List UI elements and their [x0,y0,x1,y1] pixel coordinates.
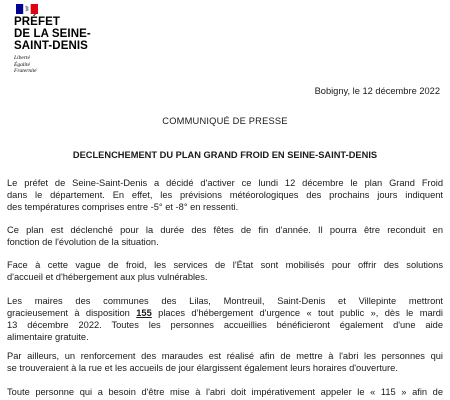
devise-fraternite: Fraternité [14,68,37,74]
text-line: fonction de l'évolution de la situation. [7,237,159,247]
paragraph-5 [7,350,443,374]
text-segment: places d'hébergement d'urgence « tout public », dès le mardi [151,308,443,318]
text-line: Toute personne qui a besoin d'être mise à l'abri doit impérativement appeler le « 115 » afin de [7,387,443,397]
text-line: 13 décembre 2022. Toutes les personnes accueillies bénéficieront également d'une aide [7,320,443,330]
places-count: 155 [136,308,152,318]
prefet-line: DE LA SEINE- [14,28,91,40]
paragraph-6 [7,386,443,398]
paragraph-3 [7,259,443,283]
french-flag-icon [16,4,38,14]
text-line: alimentaire gratuite. [7,332,89,342]
text-line: dans le département. En effet, les prévisions météorologiques des prochains jours indiquent [7,190,443,200]
text-line: Les maires des communes des Lilas, Montreuil, Saint-Denis et Villepinte mettront [7,296,443,306]
text-line: Face à cette vague de froid, les services de l'État sont mobilisés pour offrir des solutions [7,260,443,270]
text-line: se trouveraient à la rue et les accueils de jour élargissent également leurs horaires d'ouverture. [7,363,398,373]
text-line: des températures comprises entre -5° et -8° en ressenti. [7,202,239,212]
paragraph-4 [7,295,443,343]
prefet-line: PRÉFET [14,16,60,28]
text-line: Ce plan est déclenché pour la durée des fêtes de fin d'année. Il pourra être reconduit en [7,225,443,235]
document-title: DECLENCHEMENT DU PLAN GRAND FROID EN SEINE-SAINT-DENIS [72,150,378,160]
document-type: COMMUNIQUÉ DE PRESSE [162,116,288,126]
document-date: Bobigny, le 12 décembre 2022 [314,86,440,96]
paragraph-1 [7,177,443,213]
prefecture-logo [14,4,134,75]
devise-liberte: Liberté [14,55,30,61]
prefet-line: SAINT-DENIS [14,40,88,52]
devise [14,55,134,75]
text-line: Le préfet de Seine-Saint-Denis a décidé d'activer ce lundi 12 décembre le plan Grand Froid [7,178,443,188]
text-line: d'accueil et d'hébergement aux plus vulnérables. [7,272,208,282]
text-line [7,307,443,319]
devise-egalite: Égalité [14,61,30,68]
text-segment: gracieusement à disposition [7,308,137,318]
paragraph-2 [7,224,443,248]
text-line: Par ailleurs, un renforcement des maraudes est réalisé afin de mettre à l'abri les personnes qui [7,351,443,361]
prefet-title [14,16,134,52]
